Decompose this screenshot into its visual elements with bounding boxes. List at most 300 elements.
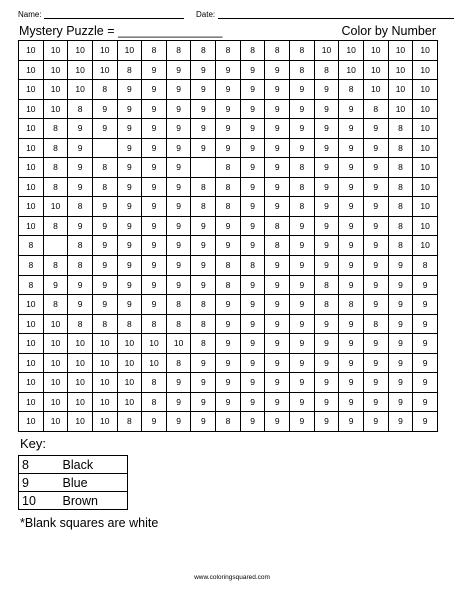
blank-squares-note: *Blank squares are white	[20, 516, 159, 530]
grid-cell: 9	[191, 80, 216, 100]
grid-cell: 9	[117, 256, 142, 276]
grid-cell: 9	[166, 99, 191, 119]
grid-cell: 10	[363, 80, 388, 100]
grid-cell: 9	[265, 314, 290, 334]
grid-cell: 9	[117, 119, 142, 139]
key-row	[19, 456, 128, 474]
grid-cell: 9	[240, 216, 265, 236]
grid-row	[19, 197, 438, 217]
grid-cell: 9	[240, 334, 265, 354]
grid-cell: 9	[240, 314, 265, 334]
grid-cell: 9	[314, 177, 339, 197]
grid-cell: 9	[290, 412, 315, 432]
grid-cell: 10	[92, 392, 117, 412]
grid-cell: 9	[166, 216, 191, 236]
grid-cell: 8	[142, 41, 167, 61]
grid-cell: 9	[314, 256, 339, 276]
grid-cell: 9	[265, 256, 290, 276]
grid-cell: 9	[191, 275, 216, 295]
key-row	[19, 492, 128, 510]
grid-cell: 9	[216, 138, 241, 158]
grid-cell: 10	[413, 197, 438, 217]
grid-cell: 10	[68, 60, 93, 80]
grid-cell: 9	[314, 334, 339, 354]
grid-cell: 8	[191, 334, 216, 354]
grid-cell: 9	[191, 216, 216, 236]
grid-cell: 9	[216, 236, 241, 256]
grid-row	[19, 41, 438, 61]
grid-cell: 9	[92, 197, 117, 217]
grid-cell: 9	[265, 197, 290, 217]
grid-cell: 9	[166, 256, 191, 276]
grid-cell: 9	[92, 256, 117, 276]
grid-cell: 9	[43, 275, 68, 295]
grid-cell: 8	[314, 295, 339, 315]
grid-cell: 8	[166, 314, 191, 334]
grid-row	[19, 373, 438, 393]
grid-cell: 10	[388, 99, 413, 119]
grid-cell: 9	[166, 197, 191, 217]
grid-cell: 10	[43, 412, 68, 432]
grid-cell: 9	[216, 392, 241, 412]
grid-cell: 10	[363, 60, 388, 80]
grid-cell: 9	[413, 373, 438, 393]
grid-cell: 8	[191, 41, 216, 61]
grid-cell: 9	[290, 99, 315, 119]
grid-row	[19, 236, 438, 256]
grid-row	[19, 216, 438, 236]
grid-cell: 10	[413, 99, 438, 119]
grid-row	[19, 353, 438, 373]
grid-cell: 8	[68, 99, 93, 119]
grid-cell: 9	[92, 295, 117, 315]
grid-cell: 8	[290, 158, 315, 178]
grid-cell: 9	[142, 119, 167, 139]
grid-cell: 8	[68, 314, 93, 334]
grid-cell: 10	[19, 373, 44, 393]
grid-cell: 9	[166, 236, 191, 256]
grid-row	[19, 295, 438, 315]
number-grid	[18, 40, 438, 432]
grid-cell	[191, 158, 216, 178]
grid-cell: 9	[363, 236, 388, 256]
grid-cell: 10	[413, 177, 438, 197]
grid-cell: 10	[363, 41, 388, 61]
grid-cell: 8	[290, 197, 315, 217]
grid-cell: 9	[413, 392, 438, 412]
grid-cell	[43, 236, 68, 256]
grid-cell: 9	[68, 295, 93, 315]
grid-cell: 9	[216, 60, 241, 80]
worksheet-info-line	[18, 4, 438, 18]
key-heading: Key:	[20, 436, 47, 451]
grid-cell: 10	[142, 353, 167, 373]
grid-cell: 8	[216, 197, 241, 217]
grid-cell: 10	[19, 99, 44, 119]
grid-cell: 9	[166, 177, 191, 197]
grid-cell: 9	[339, 392, 364, 412]
grid-cell: 9	[216, 216, 241, 236]
grid-cell: 10	[43, 392, 68, 412]
grid-cell: 9	[117, 99, 142, 119]
grid-cell: 9	[216, 295, 241, 315]
grid-cell: 9	[314, 412, 339, 432]
grid-cell: 10	[19, 138, 44, 158]
grid-cell: 9	[314, 392, 339, 412]
grid-cell: 9	[388, 392, 413, 412]
grid-cell: 9	[92, 99, 117, 119]
date-underline	[218, 18, 454, 19]
grid-cell: 8	[363, 314, 388, 334]
grid-cell: 9	[314, 197, 339, 217]
grid-cell: 8	[216, 177, 241, 197]
grid-cell: 9	[142, 158, 167, 178]
grid-cell: 9	[166, 373, 191, 393]
grid-cell: 8	[388, 197, 413, 217]
grid-cell: 10	[92, 334, 117, 354]
grid-cell: 8	[290, 60, 315, 80]
grid-cell: 10	[19, 197, 44, 217]
grid-cell: 9	[240, 197, 265, 217]
grid-cell: 9	[117, 295, 142, 315]
grid-cell: 10	[68, 353, 93, 373]
grid-cell: 8	[166, 295, 191, 315]
grid-cell: 9	[191, 412, 216, 432]
grid-cell: 10	[92, 353, 117, 373]
grid-cell: 9	[92, 236, 117, 256]
grid-cell: 8	[363, 99, 388, 119]
grid-cell: 8	[142, 373, 167, 393]
grid-cell: 9	[290, 353, 315, 373]
grid-cell: 9	[363, 197, 388, 217]
grid-cell: 9	[166, 412, 191, 432]
grid-row	[19, 412, 438, 432]
grid-cell: 9	[339, 353, 364, 373]
grid-cell: 10	[339, 41, 364, 61]
grid-cell: 9	[363, 334, 388, 354]
grid-cell: 8	[240, 41, 265, 61]
grid-cell: 9	[240, 138, 265, 158]
grid-cell: 9	[117, 216, 142, 236]
grid-cell: 9	[413, 353, 438, 373]
grid-cell: 10	[92, 373, 117, 393]
grid-cell: 9	[363, 295, 388, 315]
grid-cell: 10	[68, 373, 93, 393]
grid-cell: 10	[314, 41, 339, 61]
grid-cell: 9	[166, 275, 191, 295]
grid-cell: 9	[265, 295, 290, 315]
grid-cell: 10	[19, 60, 44, 80]
grid-cell: 9	[142, 256, 167, 276]
grid-cell: 9	[413, 334, 438, 354]
grid-cell: 9	[290, 392, 315, 412]
grid-cell: 9	[290, 236, 315, 256]
grid-cell: 10	[19, 295, 44, 315]
grid-cell: 9	[92, 275, 117, 295]
grid-cell: 10	[19, 41, 44, 61]
grid-cell: 10	[68, 334, 93, 354]
grid-cell: 9	[339, 236, 364, 256]
grid-cell: 9	[92, 119, 117, 139]
grid-cell: 9	[339, 119, 364, 139]
grid-row	[19, 392, 438, 412]
grid-cell: 10	[43, 314, 68, 334]
grid-cell: 9	[290, 295, 315, 315]
grid-cell: 10	[117, 373, 142, 393]
grid-cell: 9	[314, 158, 339, 178]
grid-cell: 9	[240, 353, 265, 373]
grid-cell: 8	[19, 256, 44, 276]
grid-cell: 9	[240, 99, 265, 119]
grid-cell: 10	[92, 41, 117, 61]
grid-cell: 9	[339, 334, 364, 354]
grid-cell: 8	[216, 256, 241, 276]
grid-cell: 8	[388, 158, 413, 178]
grid-cell: 9	[142, 412, 167, 432]
grid-cell: 10	[19, 177, 44, 197]
grid-cell: 9	[339, 373, 364, 393]
grid-cell: 10	[142, 334, 167, 354]
grid-cell: 9	[314, 314, 339, 334]
grid-cell: 9	[216, 119, 241, 139]
grid-cell: 9	[166, 138, 191, 158]
grid-cell: 9	[142, 236, 167, 256]
grid-cell: 8	[191, 197, 216, 217]
grid-cell: 10	[413, 216, 438, 236]
grid-cell: 9	[265, 158, 290, 178]
grid-cell: 9	[191, 119, 216, 139]
grid-cell: 9	[117, 138, 142, 158]
grid-cell: 9	[191, 99, 216, 119]
grid-cell: 9	[265, 334, 290, 354]
grid-cell: 9	[191, 392, 216, 412]
grid-cell: 10	[43, 373, 68, 393]
grid-row	[19, 314, 438, 334]
grid-cell: 10	[339, 60, 364, 80]
grid-cell: 9	[142, 177, 167, 197]
grid-cell: 8	[117, 314, 142, 334]
grid-cell: 10	[117, 353, 142, 373]
grid-cell: 9	[191, 353, 216, 373]
grid-cell: 10	[19, 314, 44, 334]
grid-cell: 9	[314, 119, 339, 139]
grid-cell: 9	[142, 80, 167, 100]
grid-cell: 9	[216, 373, 241, 393]
grid-cell: 10	[68, 412, 93, 432]
key-color: Black	[49, 456, 128, 474]
grid-cell: 9	[240, 392, 265, 412]
grid-row	[19, 275, 438, 295]
grid-cell: 9	[314, 216, 339, 236]
footer-url: www.coloringsquared.com	[194, 574, 270, 581]
grid-row	[19, 60, 438, 80]
grid-cell: 9	[117, 197, 142, 217]
key-number: 9	[19, 474, 49, 492]
grid-cell: 8	[117, 60, 142, 80]
grid-cell: 9	[68, 158, 93, 178]
grid-cell: 8	[314, 60, 339, 80]
grid-cell: 8	[92, 80, 117, 100]
grid-cell: 9	[142, 275, 167, 295]
grid-row	[19, 80, 438, 100]
grid-cell: 8	[142, 392, 167, 412]
grid-cell: 8	[388, 119, 413, 139]
grid-cell: 10	[166, 334, 191, 354]
name-label: Name:	[18, 10, 42, 19]
grid-cell: 9	[166, 392, 191, 412]
grid-cell: 9	[117, 80, 142, 100]
grid-cell: 8	[216, 158, 241, 178]
grid-cell: 9	[265, 275, 290, 295]
grid-cell: 10	[68, 41, 93, 61]
grid-cell: 9	[142, 216, 167, 236]
grid-cell: 10	[19, 119, 44, 139]
grid-row	[19, 99, 438, 119]
grid-cell: 8	[339, 295, 364, 315]
grid-cell: 9	[388, 256, 413, 276]
grid-cell: 9	[68, 177, 93, 197]
grid-cell: 9	[363, 373, 388, 393]
grid-cell: 10	[413, 158, 438, 178]
grid-cell: 9	[191, 373, 216, 393]
grid-cell: 9	[314, 99, 339, 119]
grid-cell: 9	[216, 80, 241, 100]
grid-cell: 8	[265, 216, 290, 236]
grid-cell: 9	[363, 216, 388, 236]
key-row	[19, 474, 128, 492]
grid-cell: 9	[240, 158, 265, 178]
grid-cell: 8	[290, 41, 315, 61]
grid-cell: 9	[363, 256, 388, 276]
grid-row	[19, 334, 438, 354]
grid-cell: 9	[363, 138, 388, 158]
grid-cell: 9	[314, 353, 339, 373]
grid-cell: 9	[240, 119, 265, 139]
grid-cell: 9	[265, 80, 290, 100]
grid-cell: 10	[413, 236, 438, 256]
grid-cell: 9	[290, 119, 315, 139]
grid-cell: 9	[240, 60, 265, 80]
grid-cell: 8	[216, 41, 241, 61]
grid-cell: 9	[413, 412, 438, 432]
grid-cell: 8	[388, 138, 413, 158]
grid-cell: 8	[92, 158, 117, 178]
grid-cell: 9	[240, 295, 265, 315]
grid-cell: 9	[240, 177, 265, 197]
grid-cell: 9	[216, 353, 241, 373]
grid-cell: 9	[388, 275, 413, 295]
grid-cell: 8	[43, 119, 68, 139]
grid-cell: 8	[142, 314, 167, 334]
grid-cell: 9	[363, 392, 388, 412]
grid-cell: 9	[363, 158, 388, 178]
grid-cell: 10	[43, 41, 68, 61]
grid-cell: 9	[92, 216, 117, 236]
key-color: Brown	[49, 492, 128, 510]
grid-cell: 9	[240, 236, 265, 256]
grid-cell: 8	[43, 138, 68, 158]
grid-cell: 9	[240, 412, 265, 432]
grid-cell: 9	[339, 275, 364, 295]
grid-cell: 9	[339, 158, 364, 178]
name-underline	[44, 18, 184, 19]
grid-cell: 10	[117, 334, 142, 354]
grid-row	[19, 138, 438, 158]
grid-cell: 9	[191, 138, 216, 158]
grid-cell: 9	[339, 177, 364, 197]
puzzle-subtitle: Color by Number	[341, 24, 436, 38]
grid-cell: 9	[314, 138, 339, 158]
grid-cell: 10	[388, 41, 413, 61]
grid-cell: 9	[240, 80, 265, 100]
grid-cell: 9	[339, 138, 364, 158]
grid-cell: 8	[216, 275, 241, 295]
grid-cell: 9	[314, 373, 339, 393]
grid-cell: 10	[43, 99, 68, 119]
grid-cell: 9	[339, 412, 364, 432]
grid-cell: 9	[68, 275, 93, 295]
grid-cell: 9	[265, 60, 290, 80]
grid-cell: 9	[290, 80, 315, 100]
grid-cell: 9	[240, 275, 265, 295]
grid-cell: 10	[19, 216, 44, 236]
grid-cell: 8	[290, 177, 315, 197]
grid-cell: 10	[43, 334, 68, 354]
grid-cell: 9	[142, 60, 167, 80]
grid-cell: 9	[216, 334, 241, 354]
grid-cell: 8	[19, 236, 44, 256]
grid-cell: 9	[240, 373, 265, 393]
grid-cell: 9	[142, 99, 167, 119]
grid-cell: 10	[68, 80, 93, 100]
grid-cell: 9	[68, 119, 93, 139]
grid-cell: 9	[68, 138, 93, 158]
grid-cell: 9	[339, 256, 364, 276]
grid-cell: 9	[314, 236, 339, 256]
grid-row	[19, 158, 438, 178]
grid-cell: 9	[290, 138, 315, 158]
grid-cell: 9	[216, 314, 241, 334]
key-number: 10	[19, 492, 49, 510]
grid-cell: 8	[191, 177, 216, 197]
grid-cell: 9	[388, 334, 413, 354]
grid-cell: 9	[265, 138, 290, 158]
grid-cell: 9	[216, 99, 241, 119]
grid-cell: 9	[388, 295, 413, 315]
grid-cell: 9	[290, 275, 315, 295]
grid-cell: 8	[265, 41, 290, 61]
grid-cell: 9	[290, 256, 315, 276]
grid-cell: 9	[388, 412, 413, 432]
grid-cell: 9	[265, 177, 290, 197]
puzzle-header	[18, 24, 438, 40]
grid-cell: 8	[19, 275, 44, 295]
grid-cell: 9	[290, 216, 315, 236]
grid-cell: 9	[142, 197, 167, 217]
grid-cell: 8	[191, 314, 216, 334]
grid-cell: 9	[142, 295, 167, 315]
grid-cell: 10	[19, 392, 44, 412]
grid-cell: 9	[413, 314, 438, 334]
grid-cell: 10	[43, 80, 68, 100]
grid-cell: 9	[363, 275, 388, 295]
grid-cell: 9	[265, 373, 290, 393]
grid-cell: 8	[43, 158, 68, 178]
grid-cell: 8	[388, 236, 413, 256]
puzzle-title: Mystery Puzzle = _______________	[19, 24, 223, 38]
grid-cell: 10	[19, 80, 44, 100]
grid-cell: 8	[216, 412, 241, 432]
